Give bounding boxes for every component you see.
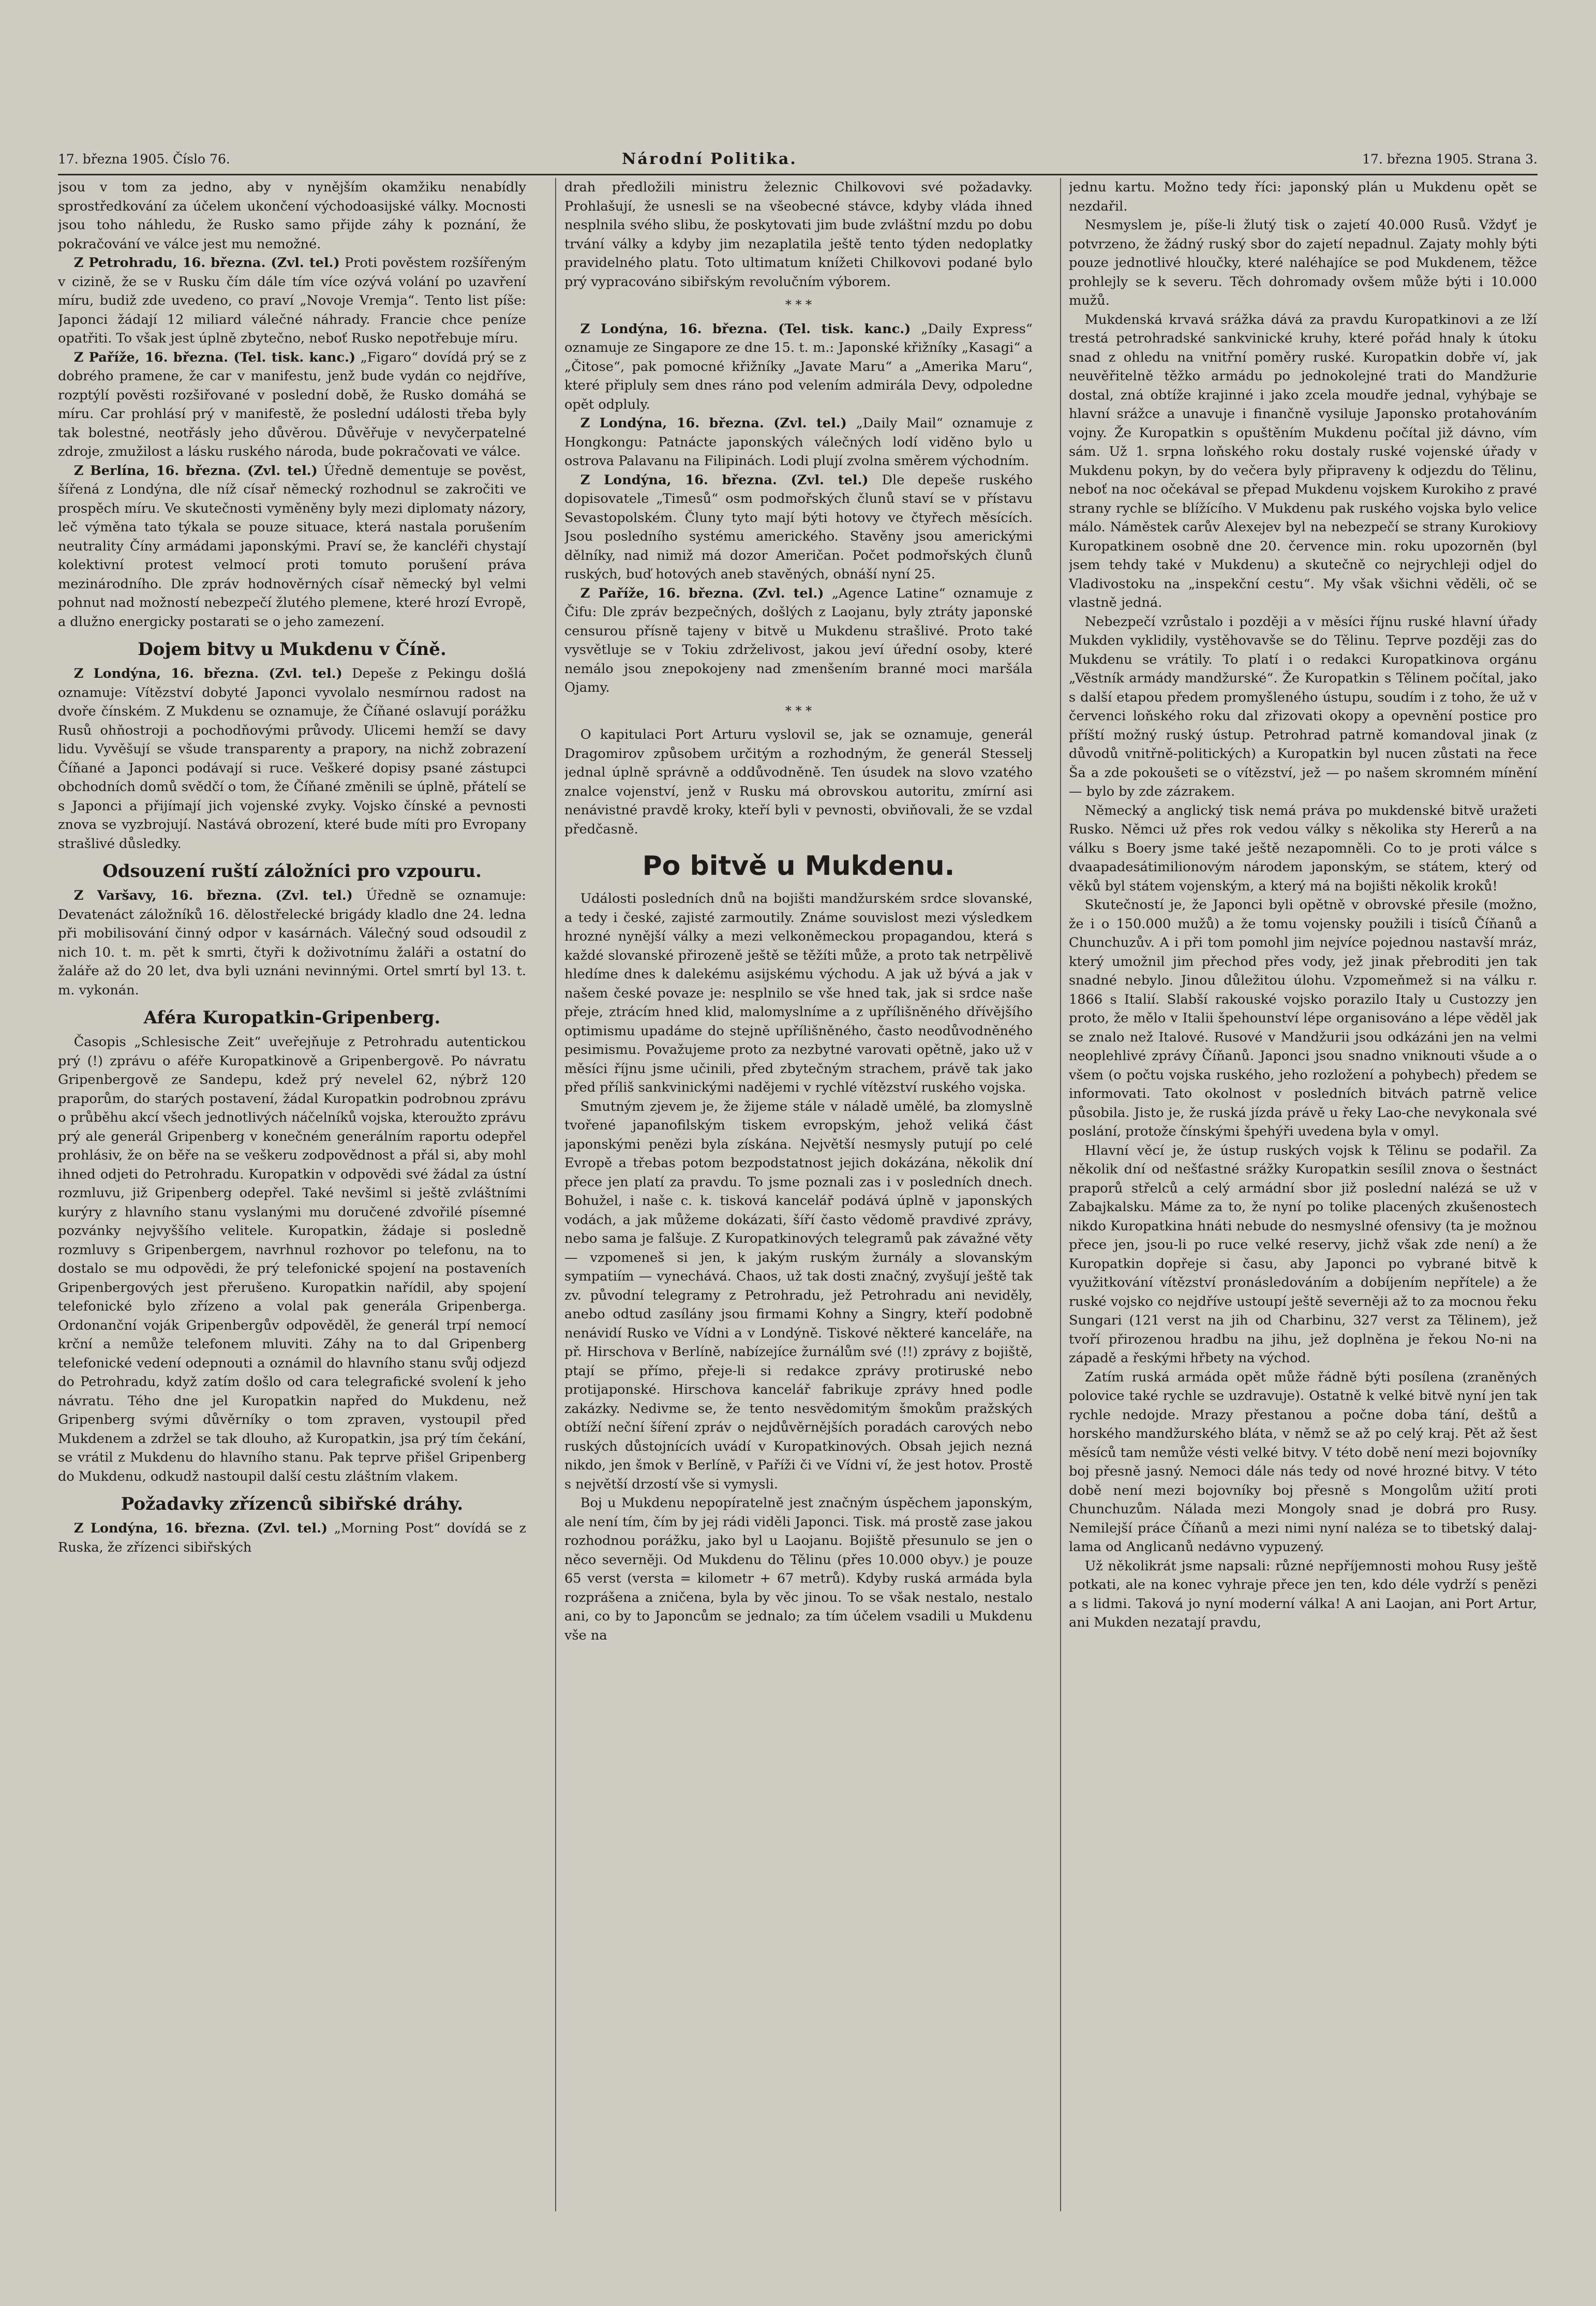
dateline: Z Varšavy, 16. března. (Zvl. tel.) — [73, 888, 353, 903]
header-date-page: 17. března 1905. Strana 3. — [1362, 152, 1538, 167]
column-1 — [58, 178, 526, 2211]
paragraph: drah předložili ministru železnic Chilkovovi své požadavky. Prohlašují, že usnesli se na všeobecné stávce, kdyby vláda ihned nesplnila svého slibu, že poskytovati jim bude zvláštní mzdu po dobu trvání války a kdyby jim nezaplatila ještě tento týden nedoplatky pravidelného platu. Toto ultimatum knížeti Chilkovovi podané bylo prý vypracováno sibiřským revolučním výborem. — [564, 180, 1033, 290]
dispatch — [58, 254, 526, 348]
separator-asterisks: * * * — [785, 297, 812, 312]
paragraph: Smutným zjevem je, že žijeme stále v náladě umělé, ba zlomyslně tvořené japanofilským tiskem evropským, jehož veliká část japonskými penězi byla získána. Největší nesmysly putují po celé Evropě a třebas potom bezpodstatnost jejich dokázána, několik dní přece jen platí za pravdu. To jsme poznali zas i v posledních dnech. Bohužel, i naše c. k. tisková kancelář podává úplně v japonských vodách, a jak můžeme dokázati, šíří často vědomě pravdivé zprávy, nebo sama je falšuje. Z Kuropatkinových telegramů pak závažné věty — vzpomeneš si jen, k jakým ruským žurnály a slovanským sympatiím — vynechává. Chaos, už tak dosti značný, zvyšují ještě tak zv. původní telegramy z Petrohradu, jež Petrohradu ani neviděly, anebo odtud zasílány jsou firmami Kohny a Singry, kteří podobně nenávidí Rusko ve Vídni a v Londýně. Tiskové některé kanceláře, na př. Hirschova v Berlíně, nabízejíce žurnálům své (!!) zprávy z bojiště, ptají se přímo, přeje-li si redakce zprávy protiruské nebo protijaponské. Hirschova kancelář fabrikuje zprávy hned podle zakázky. Nedivme se, že tento nesvědomitým šmokům pražských obtíží neční šíření zpráv o nejdůvěrnějších poradách carových nebo ruských důstojnících uvádí v Kuropatkinových. Obsah jejich nezná nikdo, jen šmok v Berlíně, v Paříži či ve Vídni ví, že jest hotov. Prostě s největší drzostí vše si vymysli. — [564, 1098, 1033, 1492]
paragraph: Už několikrát jsme napsali: různé nepříjemnosti mohou Rusy ještě potkati, ale na konec vyhraje přece jen ten, kdo déle vydrží s penězi a s lidmi. Taková jo nyní moderní válka! A ani Laojan, ani Port Artur, ani Mukden nezatají pravdu, — [1069, 1558, 1537, 1630]
dispatch-text: Proti pověstem rozšířeným v cizině, že se v Rusku čím dále tím více ozývá volání po uzavření míru, budiž zde uvedeno, co praví „Novoje Vremja“. Tento list píše: Japonci žádají 12 miliard válečné náhrady. Francie chce peníze opatřiti. To však jest úplně zbytečno, neboť Rusko nepotřebuje míru. — [58, 255, 526, 346]
dateline: Z Paříže, 16. března. (Tel. tisk. kanc.) — [73, 349, 356, 365]
dateline: Z Paříže, 16. března. (Zvl. tel.) — [580, 585, 824, 601]
paragraph: jsou v tom za jedno, aby v nynějším okamžiku nenabídly sprostředkování za účelem ukončení východoasijské války. Mocnosti jsou toho náhledu, že Rusko samo přijde záhy k poznání, že pokračování ve válce jest mu nemožné. — [58, 180, 526, 252]
dispatch — [58, 348, 526, 462]
dispatch-text: Úředně dementuje se pověst, šířená z Londýna, dle níž císař německý rozhodnul se zakročiti ve prospěch míru. Ve skutečnosti vyměněny byly mezi diplomaty názory, leč výměna tato týkala se pouze situace, která nastala porušením neutrality Číny armádami japonskými. Praví se, že kancléři chystají kolektivní protest velmocí proti tomuto porušení práva mezinárodního. Dle zpráv hodnověrných císař německý byl velmi pohnut nad možností nebezpečí žlutého plemene, které hrozí Evropě, a dlužno energicky postarati se o jeho zamezení. — [58, 463, 526, 630]
paragraph: O kapitulaci Port Arturu vyslovil se, jak se oznamuje, generál Dragomirov způsobem určitým a rozhodným, že generál Stesselj jednal úplně správně a oddůvodněně. Ten úsudek na slovo vzatého znalce vojenství, jenž v Rusku má obrovskou autoritu, zmírní asi nenávistné pravdě kroky, kteří byli v pevnosti, obviňovali, že se vzdal předčasně. — [564, 727, 1033, 837]
dispatch — [58, 664, 526, 853]
dateline: Z Londýna, 16. března. (Zvl. tel.) — [73, 1521, 328, 1536]
paragraph: Události posledních dnů na bojišti mandžurském srdce slovanské, a tedy i české, zajisté zarmoutily. Známe souvislost mezi výsledkem hrozné nynější války a mezi velkoněmeckou propagandou, která s každé slovanské přirozeně ještě se těžíti může, a proto tak netrpělivě hledíme dnes k dalekému asijskému východu. A jak už bývá a jak v našem české povaze je: nesplnilo se vše hned tak, jak si srdce naše přeje, ztrácím hned klid, malomyslníme a z upřílišněného dřívějšího optimismu upadáme do stejně upřílišněného, často neodůvodněného pesimismu. Považujeme proto za nezbytné varovati opětně, jako už v měsíci říjnu jsme učinili, před zbytečným strachem, právě tak jako před příliš sankvinickými nadějemi v rychlé vítězství ruského vojska. — [564, 891, 1033, 1095]
dispatch — [58, 886, 526, 1000]
paragraph: Nesmyslem je, píše-li žlutý tisk o zajetí 40.000 Rusů. Vždyť je potvrzeno, že žádný ruský sbor do zajetí nepadnul. Zajaty mohly býti pouze jednotlivé hloučky, které naléhajíce se pod Mukdenem, těžce prohlejly se k severu. Těch dohromady ovšem může býti i 10.000 mužů. — [1069, 217, 1537, 308]
paragraph: Německý a anglický tisk nemá práva po mukdenské bitvě uražeti Rusko. Němci už přes rok vedou války s několika sty Hererů a na válku s Boery jsme také ještě nezapomněli. Co to je proti válce s dvaapadesátimilionovým národem japonským, se státem, který od věků byl státem vojenským, a který má na bojišti několik kroků! — [1069, 802, 1537, 894]
dateline: Z Londýna, 16. března. (Zvl. tel.) — [580, 415, 847, 431]
dispatch-text: „Morning Post“ dovídá se z Ruska, že zřízenci sibiřských — [58, 1521, 526, 1555]
paragraph: Časopis „Schlesische Zeit“ uveřejňuje z Petrohradu autentickou prý (!) zprávu o aféře Kuropatkinově a Gripenbergově. Po návratu Gripenbergově ze Sandepu, kdež prý nevelel 62, nýbrž 120 praporům, do starých postavení, žádal Kuropatkin podrobnou zprávu o průběhu akcí všech jednotlivých náčelníků vojska, kteroužto zprávu prý ale generál Gripenberg v konečném generálním raportu odepřel prohlásiv, že on běře na se veškeru zodpovědnost a přál si, aby mohl ihned odjeti do Petrohradu. Kuropatkin v odpovědi své žádal za ústní rozmluvu, již Gripenberg odepřel. Také nevšiml si ještě zvláštními kurýry z hlavního stanu vyslanými mu doručené zdvořilé písemné pozvánky nejvyššího velitele. Kuropatkin, žádaje si posledně rozmluvy s Gripenbergem, navrhnul rozhovor po telefonu, na to dostalo se mu odpovědi, že prý telefonické spojení na postaveních Gripenbergových jest přerušeno. Kuropatkin nařídil, aby spojení telefonické bylo zřízeno a volal pak generála Gripenberga. Ordonanční voják Gripenbergův odpověděl, že generál trpí nemocí krční a nemůže telefonem mluviti. Záhy na to dal Gripenberg telefonické vedení odepnouti a oznámil do hlavního stanu svůj odjezd do Petrohradu, když zatím došlo od cara telegrafické svolení k jeho návratu. Tého dne jel Kuropatkin napřed do Mukdenu, než Gripenberg svými důvěrníky o tom zpraven, vystoupil před Mukdenem a zdržel se tak dlouho, až Kuropatkin, jsa prý tím čekání, se vrátil z Mukdenu do hlavního stanu. Pak teprve přišel Gripenberg do Mukdenu, odkudž nastoupil další cestu zláštním vlakem. — [58, 1034, 526, 1484]
dispatch — [58, 1519, 526, 1557]
dispatch — [58, 462, 526, 632]
header-rule — [58, 174, 1538, 175]
column-3 — [1069, 178, 1537, 2211]
dateline: Z Berlína, 16. března. (Zvl. tel.) — [73, 463, 318, 479]
dateline: Z Londýna, 16. března. (Tel. tisk. kanc.) — [580, 321, 911, 337]
masthead-title: Národní Politika. — [622, 150, 797, 168]
paragraph: Mukdenská krvavá srážka dává za pravdu Kuropatkinovi a ze lží trestá petrohradské sankvinické kruhy, které pořád hnaly k útoku snad z ohledu na vnitřní poměry ruské. Kuropatkin dobře ví, jak neuvěřitelně těžko armádu po jednokolejné trati do Mandžurie dostal, zná obtíže krajinné i jako zcela moudře jednal, vyhýbaje se hlavní srážce a unavuje i finančně vysiluje Japonsko protahováním vojny. Že Kuropatkin s opuštěním Mukdenu počítal již dávno, vím sám. Už 1. srpna loňského roku dostaly ruské vojenské úřady v Mukdenu pokyn, by do večera byly připraveny k odjezdu do Tělinu, neboť na noc očekával se přepad Mukdenu vojskem Kurokiho z pravé strany rychle se blížícího. V Mukdenu pak ruského vojska bylo velice málo. Náměstek carův Alexejev byl na nebezpečí se strany Kurokiovy Kuropatkinem osobně dne 20. července min. roku upozorněn (byl jsem tehdy také v Mukdenu) a skutečně co nejrychleji odjel do Vladivostoku na „inspekční cestu“. My však všichni věděli, oč se vlastně jedná. — [1069, 311, 1537, 611]
dispatch-text: „Daily Express“ oznamuje ze Singapore ze dne 15. t. m.: Japonské křižníky „Kasagi“ a „Čitose“, pak pomocné křižníky „Javate Maru“ a „Amerika Maru“, které připluly sem dnes ráno pod velením admirála Devy, odpoledne opět odpluly. — [564, 321, 1033, 412]
column-divider — [1060, 178, 1061, 2211]
paragraph: Skutečností je, že Japonci byli opětně v obrovské přesile (možno, že i o 150.000 mužů) a že tomu vojensky použili i tisíců Číňanů a Chunchuzův. A i při tom pomohl jim nejvíce pojednou nastavší mráz, který umožnil jim přechod přes vody, jež jinak přebroditi jen tak snadné nebylo. Jinou důležitou úlohu. Vzpomeňmež si na válku r. 1866 s Italií. Slabší rakouské vojsko porazilo Italy u Custozzy jen proto, že mělo v Italii špehounství lépe organisováno a lépe věděl jak se znalo než Italové. Rusové v Mandžurii jsou odkázáni jen na velmi neoplehlivé zprávy Číňanů. Japonci jsou snadno vniknouti všude a o všem (o počtu vojska ruského, jeho rozložení a pohybech) předem se informovati. Tato okolnost v posledních bitvách patrně velice působila. Jisto je, že ruská jízda právě u řeky Lao-che nevykonala své poslání, protože čínskými špehýři uvedena byla v omyl. — [1069, 897, 1537, 1139]
separator-asterisks: * * * — [785, 703, 812, 718]
paragraph: jednu kartu. Možno tedy říci: japonský plán u Mukdenu opět se nezdařil. — [1069, 180, 1537, 214]
dispatch-text: „Agence Latine“ oznamuje z Čifu: Dle zpráv bezpečných, došlých z Laojanu, byly ztráty japonské censurou přísně tajeny v bitvě u Mukdenu strašlivé. Proto také vysvětluje se v Tokiu zdrželivost, jakou jeví úřední osoby, které nemálo jsou znepokojeny nad zmenšením branné moci maršála Ojamy. — [564, 585, 1033, 695]
dispatch-text: „Daily Mail“ oznamuje z Hongkongu: Patnácte japonských válečných lodí viděno bylo u ostrova Palavanu na Filipinách. Lodi plují zvolna směrem východním. — [564, 415, 1033, 469]
dispatch-text: „Figaro“ dovídá prý se z dobrého pramene, že car v manifestu, jenž bude vydán co nejdříve, rozptýlí pověsti rozšiřované v poslední době, že Rusko domáhá se míru. Car prohlásí prý v manifestě, že poslední události třeba byly tak bolestné, neotřásly jeho důvěrou. Důvěřuje v nevyčerpatelné zdroje, zmužilost a lásku ruského národa, bude pokračovati ve válce. — [58, 349, 526, 459]
page-header — [58, 148, 1538, 171]
article-headline: Aféra Kuropatkin-Gripenberg. — [143, 1007, 441, 1028]
paragraph: Boj u Mukdenu nepopíratelně jest značným úspěchem japonským, ale není tím, čím by jej rádi viděli Japonci. Tisk. má prostě zase jakou rozhodnou porážku, jako byl u Laojanu. Bojiště přesunulo se jen o něco severněji. Od Mukdenu do Tělinu (přes 10.000 obyv.) je pouze 65 verst (versta = kilometr + 67 metrů). Kdyby ruská armáda byla rozprášena a zničena, byla by věc jinou. To se však nestalo, nestalo ani, co by to Japoncům se jednalo; za tím účelem vsadili u Mukdenu vše na — [564, 1495, 1033, 1643]
dispatch — [564, 584, 1033, 697]
dateline: Z Londýna, 16. března. (Zvl. tel.) — [73, 666, 342, 681]
dispatch — [564, 320, 1033, 414]
article-headline: Po bitvě u Mukdenu. — [642, 851, 955, 882]
dispatch — [564, 471, 1033, 584]
paragraph: Zatím ruská armáda opět může řádně býti posílena (zraněných polovice také rychle se uzdravuje). Ostatně k velké bitvě nyní jen tak rychle nedojde. Mrazy přestanou a počne doba tání, deštů a horského mandžurského bláta, v němž se až po celý kraj. Pět až šest měsíců tam nemůže vésti velké bitvy. V této době není mezi bojovníky boj přesně jasný. Nemoci dále nás tedy od nové hrozné bitvy. V této době není mezi bojovníky boj přesně s Mongolům užití proti Chunchuzům. Nálada mezi Mongoly snad je dobrá pro Rusy. Nemilejší práce Číňanů a mezi nimi nyní naléza se to tibetský dalaj-lama od Anglicanů nedávno vypuzený. — [1069, 1369, 1537, 1555]
dateline: Z Londýna, 16. března. (Zvl. tel.) — [580, 472, 869, 488]
paragraph: Hlavní věcí je, že ústup ruských vojsk k Tělinu se podařil. Za několik dní od nešťastné srážky Kuropatkin sesílil znova o šestnáct praporů střelců a celý armádní sbor již poslední nalézá se už v Zabajkalsku. Máme za to, že nyní po tolike placených zkušenostech nikdo Kuropatkina hnáti nebude do nesmyslné ofensivy (ta je možnou přece jen, jsou-li po ruce velké reservy, jichž však zde není) a že Kuropatkin dopřeje si času, aby Japonci po vybrané bitvě k využitkování vítězství pronásledováním a dobíjením nepřítele) a že ruské vojsko co nejdříve ustoupí ještě severněji až to za mocnou řeku Sungari (121 verst na jih od Charbinu, 327 verst za Tělinem), jež tvoří přirozenou hradbu na jihu, jež doplněna je řekou No-ni na západě a řeskými hřbety na východ. — [1069, 1142, 1537, 1366]
column-2 — [564, 178, 1033, 2211]
dispatch — [564, 414, 1033, 471]
article-headline: Požadavky zřízenců sibiřské dráhy. — [121, 1494, 464, 1514]
paragraph: Nebezpečí vzrůstalo i později a v měsíci říjnu ruské hlavní úřady Mukden vyklidily, vystěhovavše se do Tělinu. Teprve později zas do Mukdenu se vrátily. To platí i o redakci Kuropatkinova orgánu „Věstník armády mandžurské“. Že Kuropatkin s Tělinem počítal, jako s další etapou předem promyšleného ústupu, soudím i z toho, že už v červenci loňského roku dal zřizovati okopy a opevnění postice pro příští možný ruský ústup. Petrohrad patrně komandoval jinak (z důvodů vnitřně-politických) a Kuropatkin byl nucen zůstati na řece Ša a zde pokoušeti se o vítězství, jež — po našem skromném mínění — bylo by zde zázrakem. — [1069, 614, 1537, 799]
dispatch-text: Úředně se oznamuje: Devatenáct záložníků 16. dělostřelecké brigády kladlo dne 24. ledna při mobilisování činný odpor v kasárnách. Válečný soud odsoudil z nich 10. t. m. pět k smrti, čtyři k doživotnímu žaláři a ostatní do žaláře až do 20 let, dva byli uznáni nevinnými. Ortel smrtí byl 13. t. m. vykonán. — [58, 888, 526, 998]
header-date-issue: 17. března 1905. Číslo 76. — [58, 152, 230, 167]
dateline: Z Petrohradu, 16. března. (Zvl. tel.) — [73, 255, 340, 271]
article-headline: Dojem bitvy u Mukdenu v Číně. — [138, 639, 446, 660]
dispatch-text: Depeše z Pekingu došlá oznamuje: Vítězství dobyté Japonci vyvolalo nesmírnou radost na dvoře čínském. Z Mukdenu se oznamuje, že Číňané oslavují porážku Rusů ohňostroji a pochodňovými průvody. Ulicemi hemží se davy lidu. Vyvěšují se všude transparenty a prapory, na nichž zobrazení Číňané a Japonci podávají si ruce. Veškeré dopisy psané zástupci obchodních domů svědčí o tom, že Číňané změnili se úplně, přátelí se s Japonci a přijímají jich vojenské zvyky. Vojsko čínské a pevnosti znova se vyzbrojují. Nastává obrození, které bude míti pro Evropany strašlivé důsledky. — [58, 666, 526, 852]
column-divider — [555, 178, 556, 2211]
dispatch-text: Dle depeše ruského dopisovatele „Timesů“ osm podmořských člunů staví se v přístavu Sevastopolském. Čluny tyto mají býti hotovy ve čtyřech měsících. Jsou posledního systému amerického. Stavěny jsou americkými dělníky, nad nimiž má dozor Američan. Počet podmořských člunů ruských, buď hotových aneb stavěných, obnáší nyní 25. — [564, 472, 1033, 582]
article-headline: Odsouzení ruští záložníci pro vzpouru. — [102, 861, 482, 882]
